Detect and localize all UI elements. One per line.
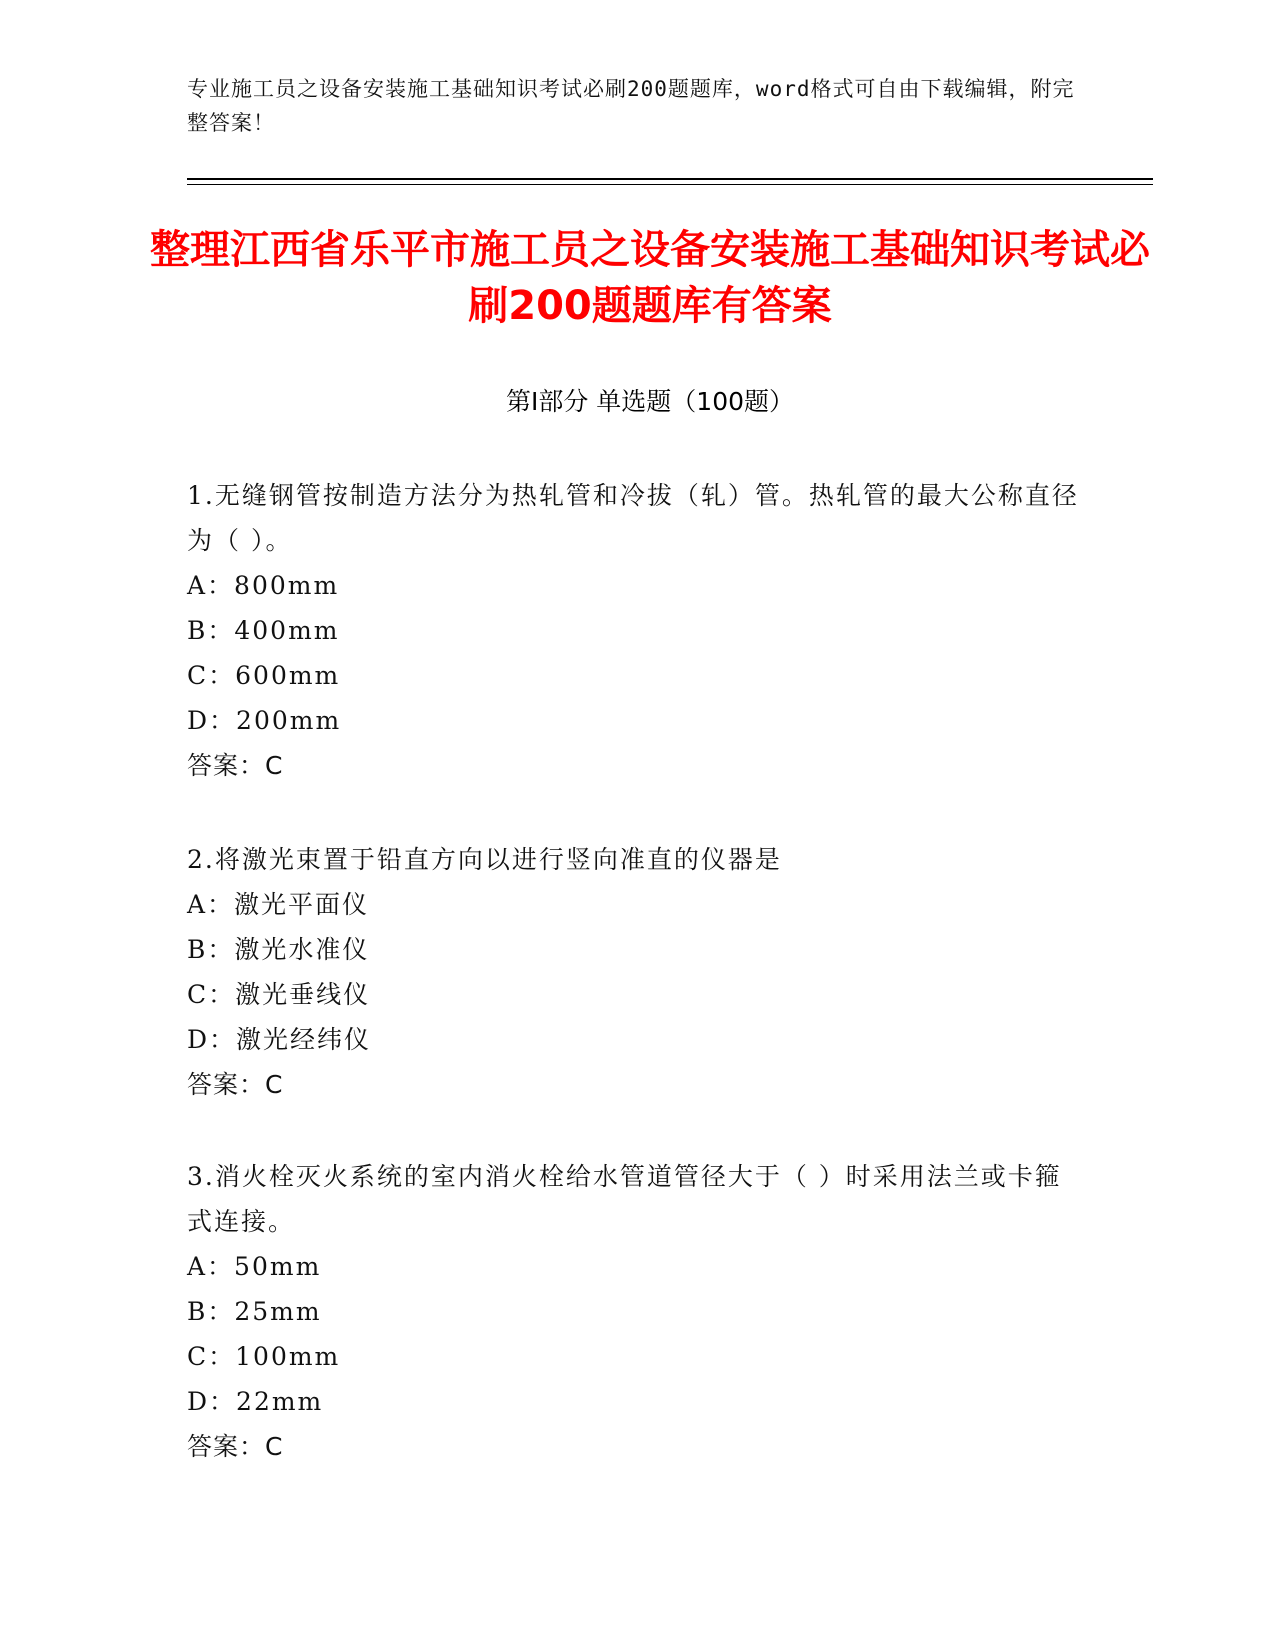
question-1 — [187, 473, 1087, 788]
option-c: C：600mm — [187, 661, 341, 690]
option-a: A：50mm — [187, 1252, 322, 1281]
option-b: B：25mm — [187, 1297, 322, 1326]
option-b: B：400mm — [187, 616, 340, 645]
document-title: 整理江西省乐平市施工员之设备安装施工基础知识考试必刷200题题库有答案 — [150, 227, 1150, 329]
question-stem: 2.将激光束置于铅直方向以进行竖向准直的仪器是 — [187, 845, 782, 874]
header-divider-thick — [187, 178, 1153, 180]
option-c: C：激光垂线仪 — [187, 980, 371, 1009]
answer-line: 答案：C — [187, 1070, 284, 1099]
question-2 — [187, 837, 1087, 1107]
header-divider-thin — [187, 184, 1153, 185]
option-d: D：22mm — [187, 1387, 324, 1416]
option-a: A：800mm — [187, 571, 340, 600]
option-a: A：激光平面仪 — [187, 890, 370, 919]
question-3 — [187, 1154, 1087, 1469]
option-d: D：200mm — [187, 706, 342, 735]
question-stem: 1.无缝钢管按制造方法分为热轧管和冷拔（轧）管。热轧管的最大公称直径为（ ）。 — [187, 481, 1079, 555]
option-b: B：激光水准仪 — [187, 935, 370, 964]
section-title: 第Ⅰ部分 单选题（100题） — [505, 387, 795, 416]
option-d: D：激光经纬仪 — [187, 1025, 372, 1054]
question-stem: 3.消火栓灭火系统的室内消火栓给水管道管径大于（ ）时采用法兰或卡箍式连接。 — [187, 1162, 1062, 1236]
answer-line: 答案：C — [187, 751, 284, 780]
option-c: C：100mm — [187, 1342, 341, 1371]
header-note: 专业施工员之设备安装施工基础知识考试必刷200题题库，word格式可自由下载编辑，附完整答案！ — [187, 77, 1075, 135]
answer-line: 答案：C — [187, 1432, 284, 1461]
